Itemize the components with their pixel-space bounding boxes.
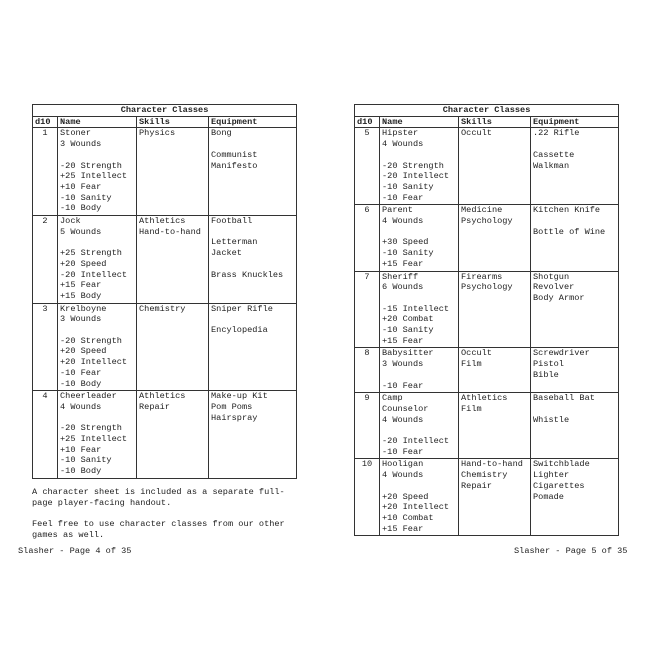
cell-line: -20 Strength xyxy=(382,160,444,171)
cell-line: +10 Combat xyxy=(382,512,434,523)
cell-line: -10 Fear xyxy=(382,380,424,391)
note-other-games: Feel free to use character classes from our other games as well. xyxy=(32,519,285,540)
cell-line: Manifesto xyxy=(211,160,258,171)
equipment-cell xyxy=(209,216,297,304)
class-name-cell xyxy=(380,128,459,205)
cell-line: -10 Fear xyxy=(382,446,424,457)
cell-line: -10 Sanity xyxy=(382,181,434,192)
table-row xyxy=(355,348,619,393)
cell-line: Pomade xyxy=(533,491,564,502)
header-d10: d10 xyxy=(33,116,58,128)
cell-line: 4 Wounds xyxy=(382,139,424,150)
cell-line: Cheerleader xyxy=(60,391,117,402)
cell-line: Occult xyxy=(461,128,492,139)
cell-line: Hand-to-hand xyxy=(139,226,201,237)
cell-line: Kitchen Knife xyxy=(533,205,601,216)
cell-line: Communist xyxy=(211,149,258,160)
cell-line: Revolver xyxy=(533,282,575,293)
d10-cell: 4 xyxy=(33,391,58,479)
cell-line: Body Armor xyxy=(533,292,585,303)
cell-line xyxy=(60,237,134,248)
cell-line xyxy=(533,216,616,227)
d10-cell: 6 xyxy=(355,205,380,271)
cell-line: Letterman xyxy=(211,237,258,248)
cell-line: Stoner xyxy=(60,128,91,139)
d10-cell: 10 xyxy=(355,459,380,536)
equipment-cell xyxy=(209,128,297,216)
table-row xyxy=(355,459,619,536)
character-classes-table-left xyxy=(32,104,297,479)
cell-line: -10 Sanity xyxy=(382,248,434,259)
table-row xyxy=(33,128,297,216)
cell-line: Bible xyxy=(533,369,559,380)
cell-line xyxy=(211,314,294,325)
cell-line xyxy=(382,481,456,492)
header-equipment: Equipment xyxy=(209,116,297,128)
cell-line: Brass Knuckles xyxy=(211,269,284,280)
class-name-cell xyxy=(380,205,459,271)
equipment-cell xyxy=(209,303,297,391)
page-footer-right: Slasher - Page 5 of 35 xyxy=(514,546,628,556)
note-character-sheet: A character sheet is included as a separate full-page player-facing handout. xyxy=(32,487,285,508)
cell-line: Bong xyxy=(211,128,232,139)
cell-line: Hand-to-hand xyxy=(461,459,523,470)
cell-line: 5 Wounds xyxy=(60,226,102,237)
equipment-cell xyxy=(531,459,619,536)
cell-line: Hipster xyxy=(382,128,419,139)
cell-line: -10 Body xyxy=(60,203,102,214)
cell-line xyxy=(60,150,134,161)
cell-line: -10 Sanity xyxy=(60,192,112,203)
cell-line xyxy=(211,259,294,270)
cell-line: Babysitter xyxy=(382,348,434,359)
cell-line: Camp xyxy=(382,393,403,404)
cell-line: -15 Intellect xyxy=(382,303,450,314)
cell-line: Bottle of Wine xyxy=(533,226,606,237)
cell-line: Switchblade xyxy=(533,459,590,470)
table-row xyxy=(355,393,619,459)
skills-cell xyxy=(137,216,209,304)
cell-line: Chemistry xyxy=(461,470,508,481)
cell-line: +20 Speed xyxy=(60,346,107,357)
cell-line: Parent xyxy=(382,205,413,216)
cell-line: Pom Poms xyxy=(211,401,253,412)
cell-line: -20 Intellect xyxy=(382,171,450,182)
cell-line: -20 Strength xyxy=(60,335,122,346)
cell-line: .22 Rifle xyxy=(533,128,580,139)
table-row xyxy=(33,391,297,479)
cell-line: Athletics xyxy=(139,391,186,402)
table-row xyxy=(355,128,619,205)
cell-line: Screwdriver xyxy=(533,348,590,359)
skills-cell xyxy=(459,271,531,348)
cell-line: 4 Wounds xyxy=(382,216,424,227)
cell-line: Firearms xyxy=(461,271,503,282)
cell-line: +20 Speed xyxy=(60,258,107,269)
cell-line: -10 Body xyxy=(60,378,102,389)
cell-line: Walkman xyxy=(533,160,570,171)
class-name-cell xyxy=(380,459,459,536)
cell-line xyxy=(382,150,456,161)
skills-cell xyxy=(459,459,531,536)
equipment-cell xyxy=(531,128,619,205)
header-skills: Skills xyxy=(459,116,531,128)
equipment-cell xyxy=(209,391,297,479)
d10-cell: 7 xyxy=(355,271,380,348)
cell-line: 3 Wounds xyxy=(60,139,102,150)
cell-line: +25 Strength xyxy=(60,248,122,259)
cell-line: Jock xyxy=(60,216,81,227)
character-classes-table-right xyxy=(354,104,619,536)
d10-cell: 9 xyxy=(355,393,380,459)
cell-line: 6 Wounds xyxy=(382,282,424,293)
skills-cell xyxy=(459,205,531,271)
cell-line xyxy=(382,227,456,238)
d10-cell: 3 xyxy=(33,303,58,391)
cell-line: 4 Wounds xyxy=(382,414,424,425)
table-row xyxy=(355,205,619,271)
cell-line: Film xyxy=(461,403,482,414)
cell-line: Counselor xyxy=(382,403,429,414)
cell-line: Baseball Bat xyxy=(533,393,595,404)
cell-line: Cigarettes xyxy=(533,480,585,491)
d10-cell: 2 xyxy=(33,216,58,304)
skills-cell xyxy=(137,303,209,391)
cell-line xyxy=(382,425,456,436)
cell-line: +25 Intellect xyxy=(60,171,128,182)
cell-line: +20 Speed xyxy=(382,491,429,502)
table-row xyxy=(33,303,297,391)
cell-line: Football xyxy=(211,216,253,227)
cell-line: Hairspray xyxy=(211,412,258,423)
cell-line: +15 Fear xyxy=(60,280,102,291)
skills-cell xyxy=(459,393,531,459)
cell-line: -20 Strength xyxy=(60,160,122,171)
class-name-cell xyxy=(380,271,459,348)
cell-line: Hooligan xyxy=(382,459,424,470)
class-name-cell xyxy=(58,128,137,216)
cell-line: Psychology xyxy=(461,282,513,293)
header-name: Name xyxy=(58,116,137,128)
cell-line: Repair xyxy=(461,480,492,491)
equipment-cell xyxy=(531,393,619,459)
cell-line: Jacket xyxy=(211,248,242,259)
header-equipment: Equipment xyxy=(531,116,619,128)
skills-cell xyxy=(459,128,531,205)
cell-line xyxy=(382,370,456,381)
skills-cell xyxy=(137,128,209,216)
cell-line xyxy=(60,325,134,336)
class-name-cell xyxy=(380,348,459,393)
cell-line xyxy=(533,404,616,415)
cell-line: 4 Wounds xyxy=(60,401,102,412)
cell-line: Occult xyxy=(461,348,492,359)
cell-line: +15 Fear xyxy=(382,258,424,269)
cell-line: Krelboyne xyxy=(60,303,107,314)
cell-line xyxy=(60,413,134,424)
class-name-cell xyxy=(58,303,137,391)
cell-line xyxy=(211,139,294,150)
cell-line: Cassette xyxy=(533,149,575,160)
cell-line: +15 Fear xyxy=(382,523,424,534)
table-row xyxy=(355,271,619,348)
cell-line: Shotgun xyxy=(533,271,570,282)
cell-line: Medicine xyxy=(461,205,503,216)
cell-line: Repair xyxy=(139,401,170,412)
cell-line: 3 Wounds xyxy=(60,314,102,325)
d10-cell: 8 xyxy=(355,348,380,393)
cell-line: -10 Sanity xyxy=(382,325,434,336)
cell-line: Make-up Kit xyxy=(211,391,268,402)
equipment-cell xyxy=(531,271,619,348)
class-name-cell xyxy=(58,391,137,479)
class-name-cell xyxy=(58,216,137,304)
cell-line: +10 Fear xyxy=(60,181,102,192)
cell-line: +30 Speed xyxy=(382,237,429,248)
cell-line: Physics xyxy=(139,128,176,139)
cell-line: Psychology xyxy=(461,216,513,227)
cell-line xyxy=(533,139,616,150)
header-name: Name xyxy=(380,116,459,128)
class-name-cell xyxy=(380,393,459,459)
cell-line: -10 Fear xyxy=(382,192,424,203)
cell-line: Athletics xyxy=(461,393,508,404)
cell-line: Sniper Rifle xyxy=(211,303,273,314)
cell-line: Encylopedia xyxy=(211,325,268,336)
cell-line: Athletics xyxy=(139,216,186,227)
cell-line: +15 Fear xyxy=(382,335,424,346)
cell-line: +20 Intellect xyxy=(60,357,128,368)
cell-line: -20 Intellect xyxy=(382,436,450,447)
cell-line: Chemistry xyxy=(139,303,186,314)
cell-line: -10 Sanity xyxy=(60,455,112,466)
cell-line: 4 Wounds xyxy=(382,470,424,481)
d10-cell: 5 xyxy=(355,128,380,205)
cell-line: +15 Body xyxy=(60,290,102,301)
cell-line: +20 Intellect xyxy=(382,502,450,513)
table-title: Character Classes xyxy=(355,105,619,117)
cell-line: -10 Fear xyxy=(60,367,102,378)
cell-line: Film xyxy=(461,359,482,370)
page-footer-left: Slasher - Page 4 of 35 xyxy=(18,546,132,556)
cell-line: -20 Strength xyxy=(60,423,122,434)
header-d10: d10 xyxy=(355,116,380,128)
skills-cell xyxy=(137,391,209,479)
equipment-cell xyxy=(531,205,619,271)
cell-line: Pistol xyxy=(533,359,564,370)
cell-line: +10 Fear xyxy=(60,444,102,455)
cell-line: -10 Body xyxy=(60,466,102,477)
cell-line: 3 Wounds xyxy=(382,359,424,370)
cell-line: Lighter xyxy=(533,470,570,481)
equipment-cell xyxy=(531,348,619,393)
cell-line xyxy=(211,227,294,238)
cell-line: -20 Intellect xyxy=(60,269,128,280)
d10-cell: 1 xyxy=(33,128,58,216)
cell-line xyxy=(382,293,456,304)
cell-line: +20 Combat xyxy=(382,314,434,325)
cell-line: +25 Intellect xyxy=(60,434,128,445)
header-skills: Skills xyxy=(137,116,209,128)
cell-line: Whistle xyxy=(533,414,570,425)
cell-line: Sheriff xyxy=(382,271,419,282)
table-title: Character Classes xyxy=(33,105,297,117)
table-row xyxy=(33,216,297,304)
skills-cell xyxy=(459,348,531,393)
